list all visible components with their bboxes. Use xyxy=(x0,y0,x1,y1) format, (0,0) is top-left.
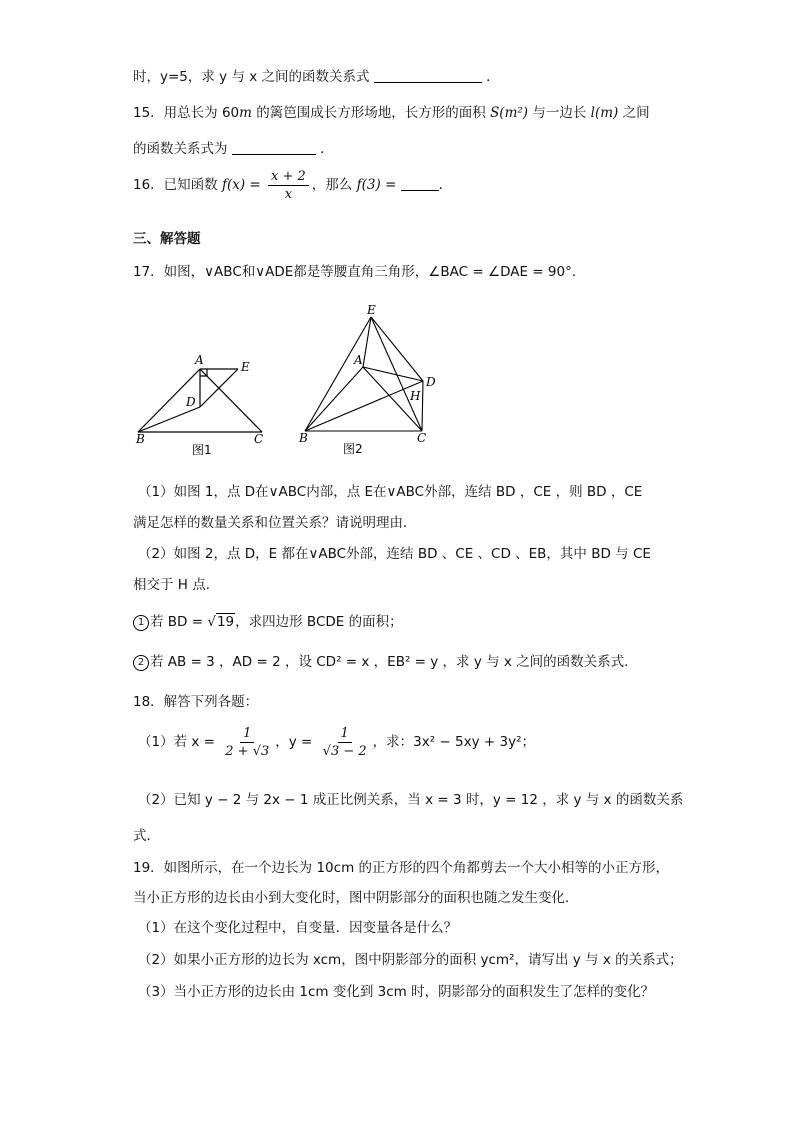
q16-answer-blank[interactable] xyxy=(401,175,439,191)
q17-part2-line2: 相交于 H 点． xyxy=(133,577,220,593)
q17-sub1: 1 若 BD = √19，求四边形 BCDE 的面积； xyxy=(133,612,403,632)
q18-intro: 18．解答下列各题： xyxy=(133,694,259,710)
q19-part3: （3）当小正方形的边长由 1cm 变化到 3cm 时，阴影部分的面积发生了怎样的变化？ xyxy=(138,984,655,1000)
q16-prefix: 16．已知函数 xyxy=(133,177,222,193)
fig2-label-c: C xyxy=(417,431,427,445)
q19-part1: （1）在这个变化过程中，自变量．因变量各是什么？ xyxy=(138,920,458,936)
q18-x-numerator: 1 xyxy=(240,725,254,743)
fig2-segment-ed xyxy=(371,317,423,381)
q16-fraction xyxy=(268,168,309,203)
q17-sub1-sqrt: 19 xyxy=(216,614,235,630)
q14-tail-text: 时，y=5，求 y 与 x 之间的函数关系式 xyxy=(133,69,370,85)
q15-area-expr: S(m²) xyxy=(490,105,529,121)
q16-f3: f(3) = xyxy=(356,177,397,193)
fig2-segment-bd xyxy=(305,381,423,431)
q18-part2-line2: 式． xyxy=(133,828,160,844)
q17-sub1-marker: 1 xyxy=(133,615,149,631)
q17-sub2-marker: 2 xyxy=(133,655,149,671)
fig1-label-e: E xyxy=(241,360,250,374)
q15-answer-blank[interactable] xyxy=(232,139,316,155)
q17-sub1-text-a: 若 BD = xyxy=(150,614,208,630)
q17-part1-line2: 满足怎样的数量关系和位置关系？请说明理由． xyxy=(133,515,417,531)
q19-line2: 当小正方形的边长由小到大变化时，图中阴影部分的面积也随之发生变化． xyxy=(133,890,579,906)
fig2-label-h: H xyxy=(410,389,421,403)
q17-sub2-text: 若 AB = 3 ，AD = 2 ，设 CD² = x ，EB² = y ，求 y 与 x 之间的函数关系式． xyxy=(150,654,638,670)
q16-denominator: x xyxy=(284,186,293,202)
q18-p1-text-b: ，y = xyxy=(275,734,313,750)
q14-tail-line xyxy=(133,67,500,87)
q15-line1 xyxy=(133,103,650,123)
q19-line1: 19．如图所示，在一个边长为 10cm 的正方形的四个角都剪去一个大小相等的小正方形， xyxy=(133,860,670,876)
q15-unit: m xyxy=(239,105,252,121)
q15-text-c: 与一边长 xyxy=(528,105,591,121)
fig2-label-b: B xyxy=(299,431,308,445)
fig2-label-d: D xyxy=(426,375,436,389)
fig2-segment-ba xyxy=(305,367,363,431)
q14-end: ． xyxy=(486,69,500,85)
q15-text-a: 15．用总长为 60 xyxy=(133,105,240,121)
fig1-label-d: D xyxy=(186,395,196,409)
q17-part1-line1: （1）如图 1，点 D在∨ABC内部，点 E在∨ABC外部，连结 BD ，CE ，则 BD ，CE xyxy=(138,484,643,500)
fig2-label-e: E xyxy=(367,303,376,317)
q18-part2-line1: （2）已知 y − 2 与 2x − 1 成正比例关系，当 x = 3 时，y = 12 ，求 y 与 x 的函数关系 xyxy=(138,792,684,808)
q16-numerator: x + 2 xyxy=(268,168,309,186)
q18-fraction-x xyxy=(222,725,272,760)
q19-part2: （2）如果小正方形的边长为 xcm，图中阴影部分的面积 ycm²，请写出 y 与 x 的关系式； xyxy=(138,952,683,968)
fig1-segment-bd xyxy=(138,407,200,432)
section-3-title: 三、解答题 xyxy=(133,231,201,247)
q18-y-denominator: √3 − 2 xyxy=(322,743,367,759)
fig2-caption: 图2 xyxy=(343,442,363,456)
fig1-caption: 图1 xyxy=(192,443,212,457)
q15-side-expr: l(m) xyxy=(590,105,619,121)
fig2-segment-be xyxy=(305,317,371,431)
q15-line2 xyxy=(133,139,334,159)
q16-line xyxy=(133,166,452,204)
fig1-label-c: C xyxy=(254,432,264,446)
q15-text-b: 的篱笆围成长方形场地，长方形的面积 xyxy=(251,105,491,121)
q17-sub1-text-b: ，求四边形 BCDE 的面积； xyxy=(235,614,403,630)
q17-part2-line1: （2）如图 2，点 D，E 都在∨ABC外部，连结 BD 、CE 、CD 、EB，其中 BD 与 CE xyxy=(138,546,651,562)
q17-figure-2 xyxy=(295,300,455,460)
q15-text-line2: 的函数关系式为 xyxy=(133,141,228,157)
fig1-label-a: A xyxy=(195,353,204,367)
q18-p1-text-a: （1）若 x = xyxy=(138,734,215,750)
fig1-segment-ac xyxy=(200,369,262,432)
q18-y-numerator: 1 xyxy=(338,725,352,743)
q15-text-d: 之间 xyxy=(618,105,650,121)
q15-end: ． xyxy=(320,141,334,157)
q18-fraction-y xyxy=(320,725,370,760)
q17-sub2 xyxy=(133,652,638,672)
q14-answer-blank[interactable] xyxy=(374,67,482,83)
q16-end: ． xyxy=(438,177,453,193)
q17-figure-1 xyxy=(130,350,270,460)
q16-function: f(x) = xyxy=(221,177,261,193)
q18-x-denominator: 2 + √3 xyxy=(225,743,270,759)
q18-part1 xyxy=(138,722,535,762)
q17-intro: 17．如图，∨ABC和∨ADE都是等腰直角三角形，∠BAC = ∠DAE = 90°． xyxy=(133,264,586,280)
fig2-segment-ec xyxy=(371,317,422,431)
q16-mid: ，那么 xyxy=(311,177,357,193)
fig1-label-b: B xyxy=(136,432,145,446)
q18-p1-text-c: ，求：3x² − 5xy + 3y²； xyxy=(372,734,535,750)
fig2-segment-cd xyxy=(422,381,423,431)
fig2-label-a: A xyxy=(354,353,363,367)
